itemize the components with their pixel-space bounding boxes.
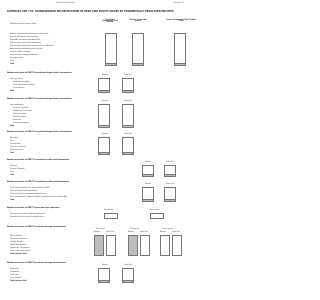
row-label: Warehouse bbox=[10, 138, 19, 139]
input-column-outstanding[interactable] bbox=[105, 33, 117, 66]
section-header: Number and value of ARF731 securitised credit card transactions bbox=[7, 181, 70, 183]
subcolumn-number: Number bbox=[145, 184, 152, 185]
input-column-first-number[interactable] bbox=[94, 235, 104, 256]
subcolumn-value: Value ($m) bbox=[172, 232, 181, 233]
total-cell bbox=[164, 199, 176, 202]
subcolumn-value: Value ($m) bbox=[124, 75, 133, 76]
subcolumn-first: First period bbox=[96, 229, 105, 230]
subcolumn-value: Value ($m) bbox=[140, 232, 149, 233]
row-label-total: Total positions held bbox=[10, 254, 27, 255]
row-label: Debt issued by prudentially regulated entities in Australia bbox=[10, 46, 54, 47]
subcolumn-value: Value ($m) bbox=[166, 162, 175, 163]
row-label: Negotiable instruments and debentures bbox=[10, 40, 40, 41]
page-header-right: Schedule 1.4 bbox=[174, 3, 184, 4]
subcolumn-number: Number bbox=[102, 101, 109, 102]
input-column-prior[interactable] bbox=[104, 213, 118, 219]
row-label: Covered bond bbox=[10, 144, 21, 145]
input-column-first-value[interactable] bbox=[106, 235, 116, 256]
row-label: Loan combination bbox=[10, 105, 24, 106]
row-label: Debt securities issued with subordinated bbox=[10, 43, 41, 44]
row-label: Proceeds from securities ordered transferred to bbox=[10, 214, 46, 215]
section-header: Number and value of ARF731 securitised credit card transactions bbox=[7, 159, 70, 161]
subcolumn-value: Value ($m) bbox=[124, 101, 133, 102]
subcolumn-value: Value ($m) bbox=[166, 184, 175, 185]
row-label: Other securitisations bbox=[10, 147, 26, 148]
column-header-outstanding: Securities Outstanding (End period) bbox=[102, 20, 118, 23]
input-column-current-number[interactable] bbox=[160, 235, 170, 256]
row-label-total: Total bbox=[10, 175, 15, 176]
total-cell bbox=[122, 125, 134, 128]
input-column-current-value[interactable] bbox=[172, 235, 182, 256]
total-cell bbox=[98, 152, 110, 155]
row-label-total: Total positions held bbox=[10, 281, 27, 282]
row-label: Securities held as collateral bbox=[10, 52, 31, 53]
column-header-issued: Volume Issued this period bbox=[129, 20, 147, 22]
total-cell bbox=[122, 280, 134, 283]
row-label: Other bbox=[10, 172, 15, 173]
row-label: Term bbox=[10, 141, 14, 142]
page-header-left: Prudential Staff Schedule bbox=[56, 3, 75, 4]
row-label-total: Total bbox=[10, 153, 15, 154]
column-header-past: Issues Outstanding Past Periods (end) bbox=[166, 20, 196, 22]
row-label: Other securities for securitised credit and finance bbox=[10, 194, 48, 195]
row-label-total: Total bbox=[10, 64, 15, 65]
row-label: Clearly listed positions bbox=[10, 239, 27, 240]
row-label: Other (commercial, personal) bbox=[13, 85, 36, 86]
subcolumn-number: Number bbox=[128, 232, 135, 233]
row-label: Debt/the Long-term and short-term securities total bbox=[10, 34, 49, 35]
row-label: Commercial bbox=[10, 272, 19, 273]
section-header: Number and value of ARF731 securitised deposit-taker transactions bbox=[7, 72, 72, 74]
subcolumn-prior: Prior period bbox=[104, 210, 113, 211]
total-cell bbox=[142, 199, 154, 202]
row-label: Other securitised credit and finance bbox=[10, 191, 37, 192]
subcolumn-number: Number bbox=[145, 162, 152, 163]
subcolumn-total: Total period bbox=[150, 210, 159, 211]
subcolumn-number: Number bbox=[102, 265, 109, 266]
input-column-past[interactable] bbox=[174, 33, 186, 66]
input-column-total[interactable] bbox=[150, 213, 164, 219]
subcolumn-prior: Prior period bbox=[130, 229, 139, 230]
row-label: Self-securitisation bbox=[10, 150, 24, 151]
row-label: Other agencies bbox=[13, 88, 25, 89]
row-label: Credit card receivables (non- and securitised to ADI) bbox=[10, 188, 50, 189]
row-label: Residential mortgages bbox=[13, 82, 30, 83]
total-cell bbox=[105, 63, 117, 66]
total-cell bbox=[122, 90, 134, 93]
document-title: SCHEDULE ARF 731: STANDARDISED SECURITISATION OF DEBT AND EQUITY ISSUES BY PRUDENTIALLY REGULATED ENTITIES bbox=[7, 10, 174, 13]
row-label: Other bbox=[10, 61, 15, 62]
total-cell bbox=[98, 125, 110, 128]
section-header: Number and value of ARF731 proceeds from exposures bbox=[7, 207, 60, 209]
input-column-prior-number[interactable] bbox=[128, 235, 138, 256]
row-label: Loan type (total) bbox=[10, 79, 23, 80]
row-label: Interest rate risk positions bbox=[10, 248, 30, 249]
subcolumn-number: Number bbox=[160, 232, 167, 233]
row-label: Credit card bbox=[10, 275, 19, 276]
row-label: Asset backing (excluding securities by the) bbox=[10, 49, 43, 50]
subcolumn-value: Value ($m) bbox=[106, 232, 115, 233]
row-label: Investment loans bbox=[13, 117, 26, 118]
subcolumn-current: Current period bbox=[162, 229, 173, 230]
row-label: ADIs in positions bbox=[10, 236, 23, 237]
subcolumn-value: Value ($m) bbox=[124, 265, 133, 266]
section-header: Number and value of ARF731 positions through securitisation bbox=[7, 226, 66, 228]
subcolumn-number: Number bbox=[102, 134, 109, 135]
section-header: Number and value of ARF731 securitised deposit-taker transactions bbox=[7, 131, 72, 133]
row-label: Other credit enhancements bbox=[10, 251, 31, 252]
total-cell bbox=[98, 90, 110, 93]
row-label: Premium / Rewards bbox=[10, 169, 25, 170]
row-label-total: Total bbox=[10, 91, 15, 92]
intro-line: Debt/total securities issued...(Sum) bbox=[10, 24, 37, 25]
row-label: Commercial property bbox=[13, 123, 29, 124]
row-label: Other positions bbox=[10, 278, 22, 279]
input-column-issued[interactable] bbox=[132, 33, 144, 66]
total-cell bbox=[98, 280, 110, 283]
subcolumn-number: Number bbox=[102, 75, 109, 76]
total-cell bbox=[164, 174, 176, 177]
subcolumn-number: Number bbox=[94, 232, 101, 233]
row-label-total: Total bbox=[10, 126, 15, 127]
total-cell bbox=[122, 152, 134, 155]
total-cell bbox=[132, 63, 144, 66]
row-label: Financial instruments with amortising bbox=[10, 37, 39, 38]
row-label: Other securitised bbox=[13, 114, 26, 115]
input-column-prior-value[interactable] bbox=[140, 235, 150, 256]
row-label: Loans and other funding instruments bbox=[10, 55, 38, 56]
row-label: Other consideration of (balance loaded) to and offset and securities for ADI bbox=[10, 197, 67, 198]
row-label: Variable rate home loans bbox=[13, 111, 32, 112]
row-label: Capital arrangements bbox=[10, 245, 27, 246]
section-header: Number and value of ARF731 positions through securitisation bbox=[7, 262, 66, 264]
row-label: Standard bbox=[10, 166, 17, 167]
row-label: Residential bbox=[10, 269, 19, 270]
row-label: Fixed rate (secured) bbox=[13, 108, 28, 109]
row-label: Proceeds from other securities transferred to bbox=[10, 217, 44, 218]
total-cell bbox=[174, 63, 186, 66]
row-label-total: Total bbox=[10, 200, 15, 201]
row-label: Intra group loans bbox=[10, 58, 23, 59]
section-header: Number and value of ARF731 securitised deposit-taker transactions bbox=[7, 98, 72, 100]
subcolumn-value: Value ($m) bbox=[124, 134, 133, 135]
total-cell bbox=[142, 174, 154, 177]
row-label: Short term bbox=[13, 120, 22, 121]
row-label: Liquidity facilities bbox=[10, 242, 24, 243]
